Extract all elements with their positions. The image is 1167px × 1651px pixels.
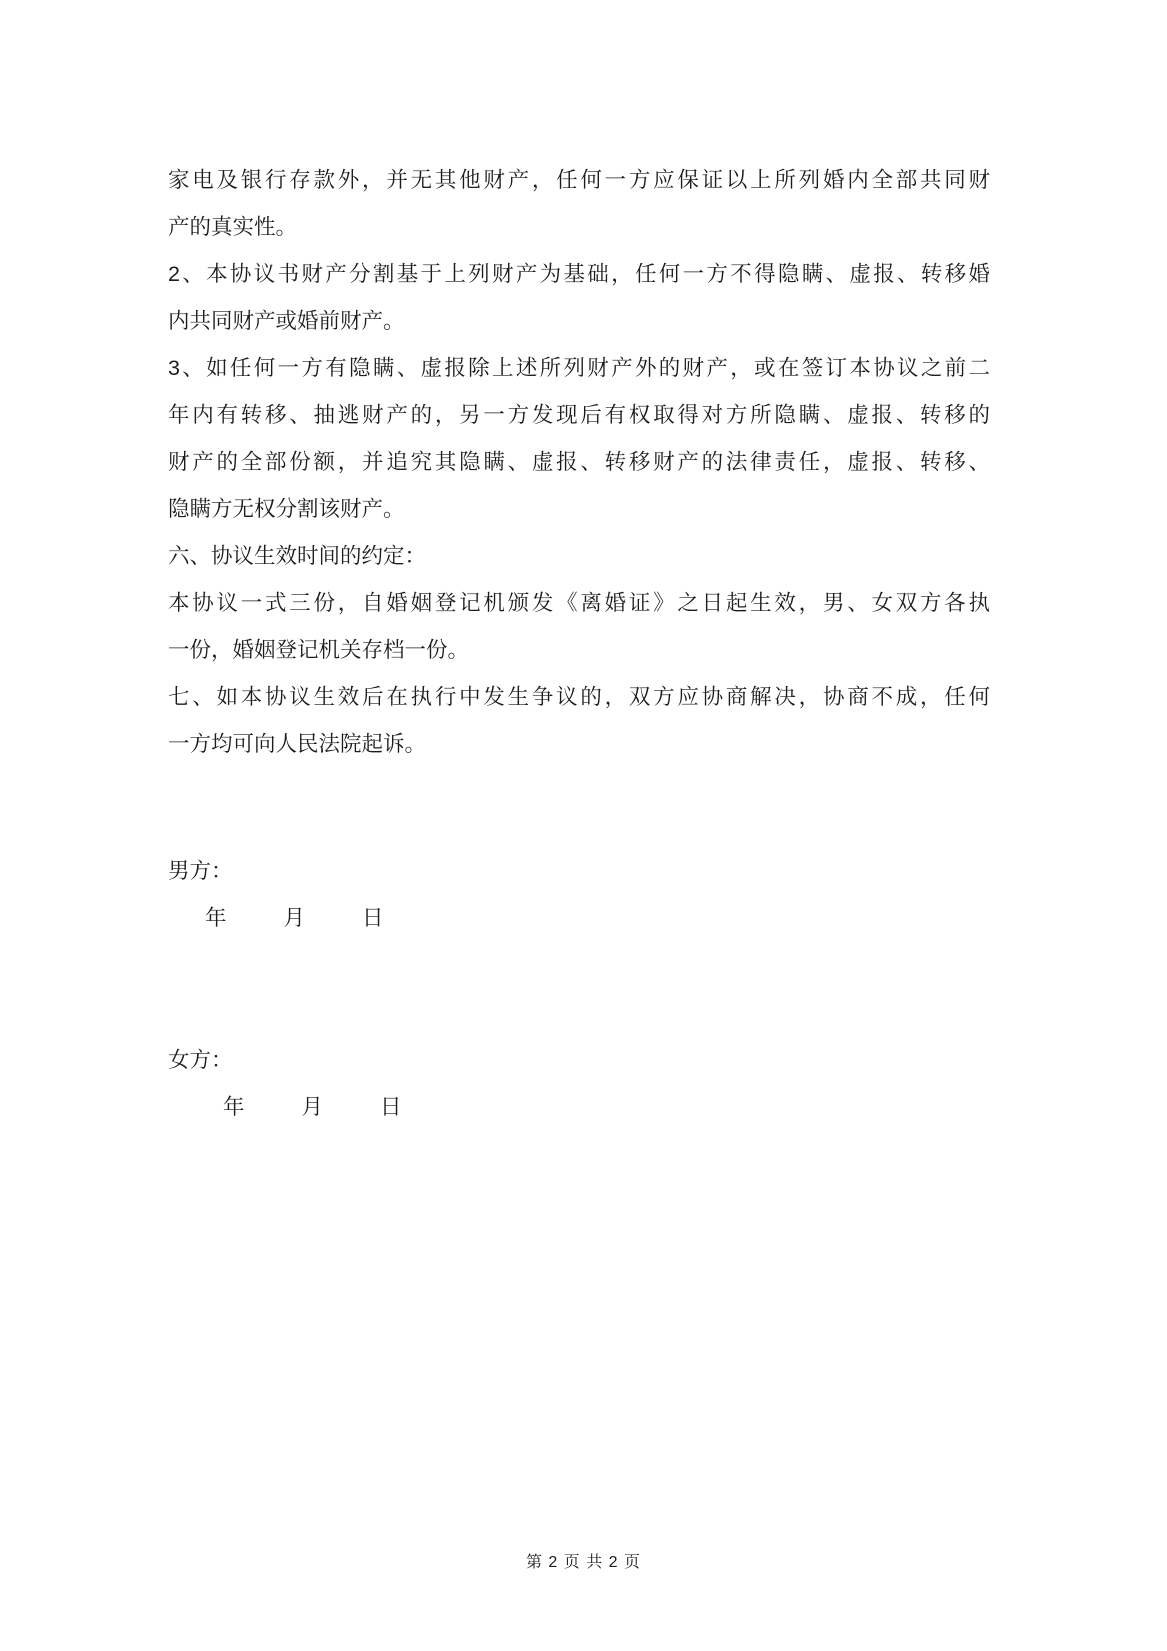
date-year-label: 年 xyxy=(223,1095,245,1119)
female-party-label: 女方： xyxy=(168,1048,233,1072)
page-number-footer: 第 2 页 共 2 页 xyxy=(525,1554,642,1571)
doc-line: 七、如本协议生效后在执行中发生争议的，双方应协商解决，协商不成，任何 xyxy=(168,685,990,709)
male-date-line xyxy=(168,895,384,942)
doc-line: 一份，婚姻登记机关存档一份。 xyxy=(168,638,470,662)
male-party-label: 男方： xyxy=(168,859,233,883)
date-month-label: 月 xyxy=(283,906,306,930)
doc-line: 产的真实性。 xyxy=(168,215,298,239)
doc-line: 一方均可向人民法院起诉。 xyxy=(168,732,427,756)
female-signature-block xyxy=(168,1037,402,1131)
doc-line: 内共同财产或婚前财产。 xyxy=(168,309,405,333)
doc-line: 年内有转移、抽逃财产的，另一方发现后有权取得对方所隐瞒、虚报、转移的 xyxy=(168,403,990,427)
date-day-label: 日 xyxy=(362,906,384,930)
doc-line: 财产的全部份额，并追究其隐瞒、虚报、转移财产的法律责任，虚报、转移、 xyxy=(168,450,990,474)
document-body xyxy=(168,157,990,768)
doc-line: 本协议一式三份，自婚姻登记机颁发《离婚证》之日起生效，男、女双方各执 xyxy=(168,591,990,615)
doc-line: 3、如任何一方有隐瞒、虚报除上述所列财产外的财产，或在签订本协议之前二 xyxy=(168,356,990,380)
date-month-label: 月 xyxy=(301,1095,324,1119)
date-day-label: 日 xyxy=(380,1095,402,1119)
male-signature-block xyxy=(168,848,384,942)
doc-line: 隐瞒方无权分割该财产。 xyxy=(168,497,405,521)
doc-line: 家电及银行存款外，并无其他财产，任何一方应保证以上所列婚内全部共同财 xyxy=(168,168,990,192)
female-date-line xyxy=(168,1084,402,1131)
date-year-label: 年 xyxy=(205,906,227,930)
doc-line: 六、协议生效时间的约定： xyxy=(168,544,427,568)
doc-line: 2、本协议书财产分割基于上列财产为基础，任何一方不得隐瞒、虚报、转移婚 xyxy=(168,262,990,286)
